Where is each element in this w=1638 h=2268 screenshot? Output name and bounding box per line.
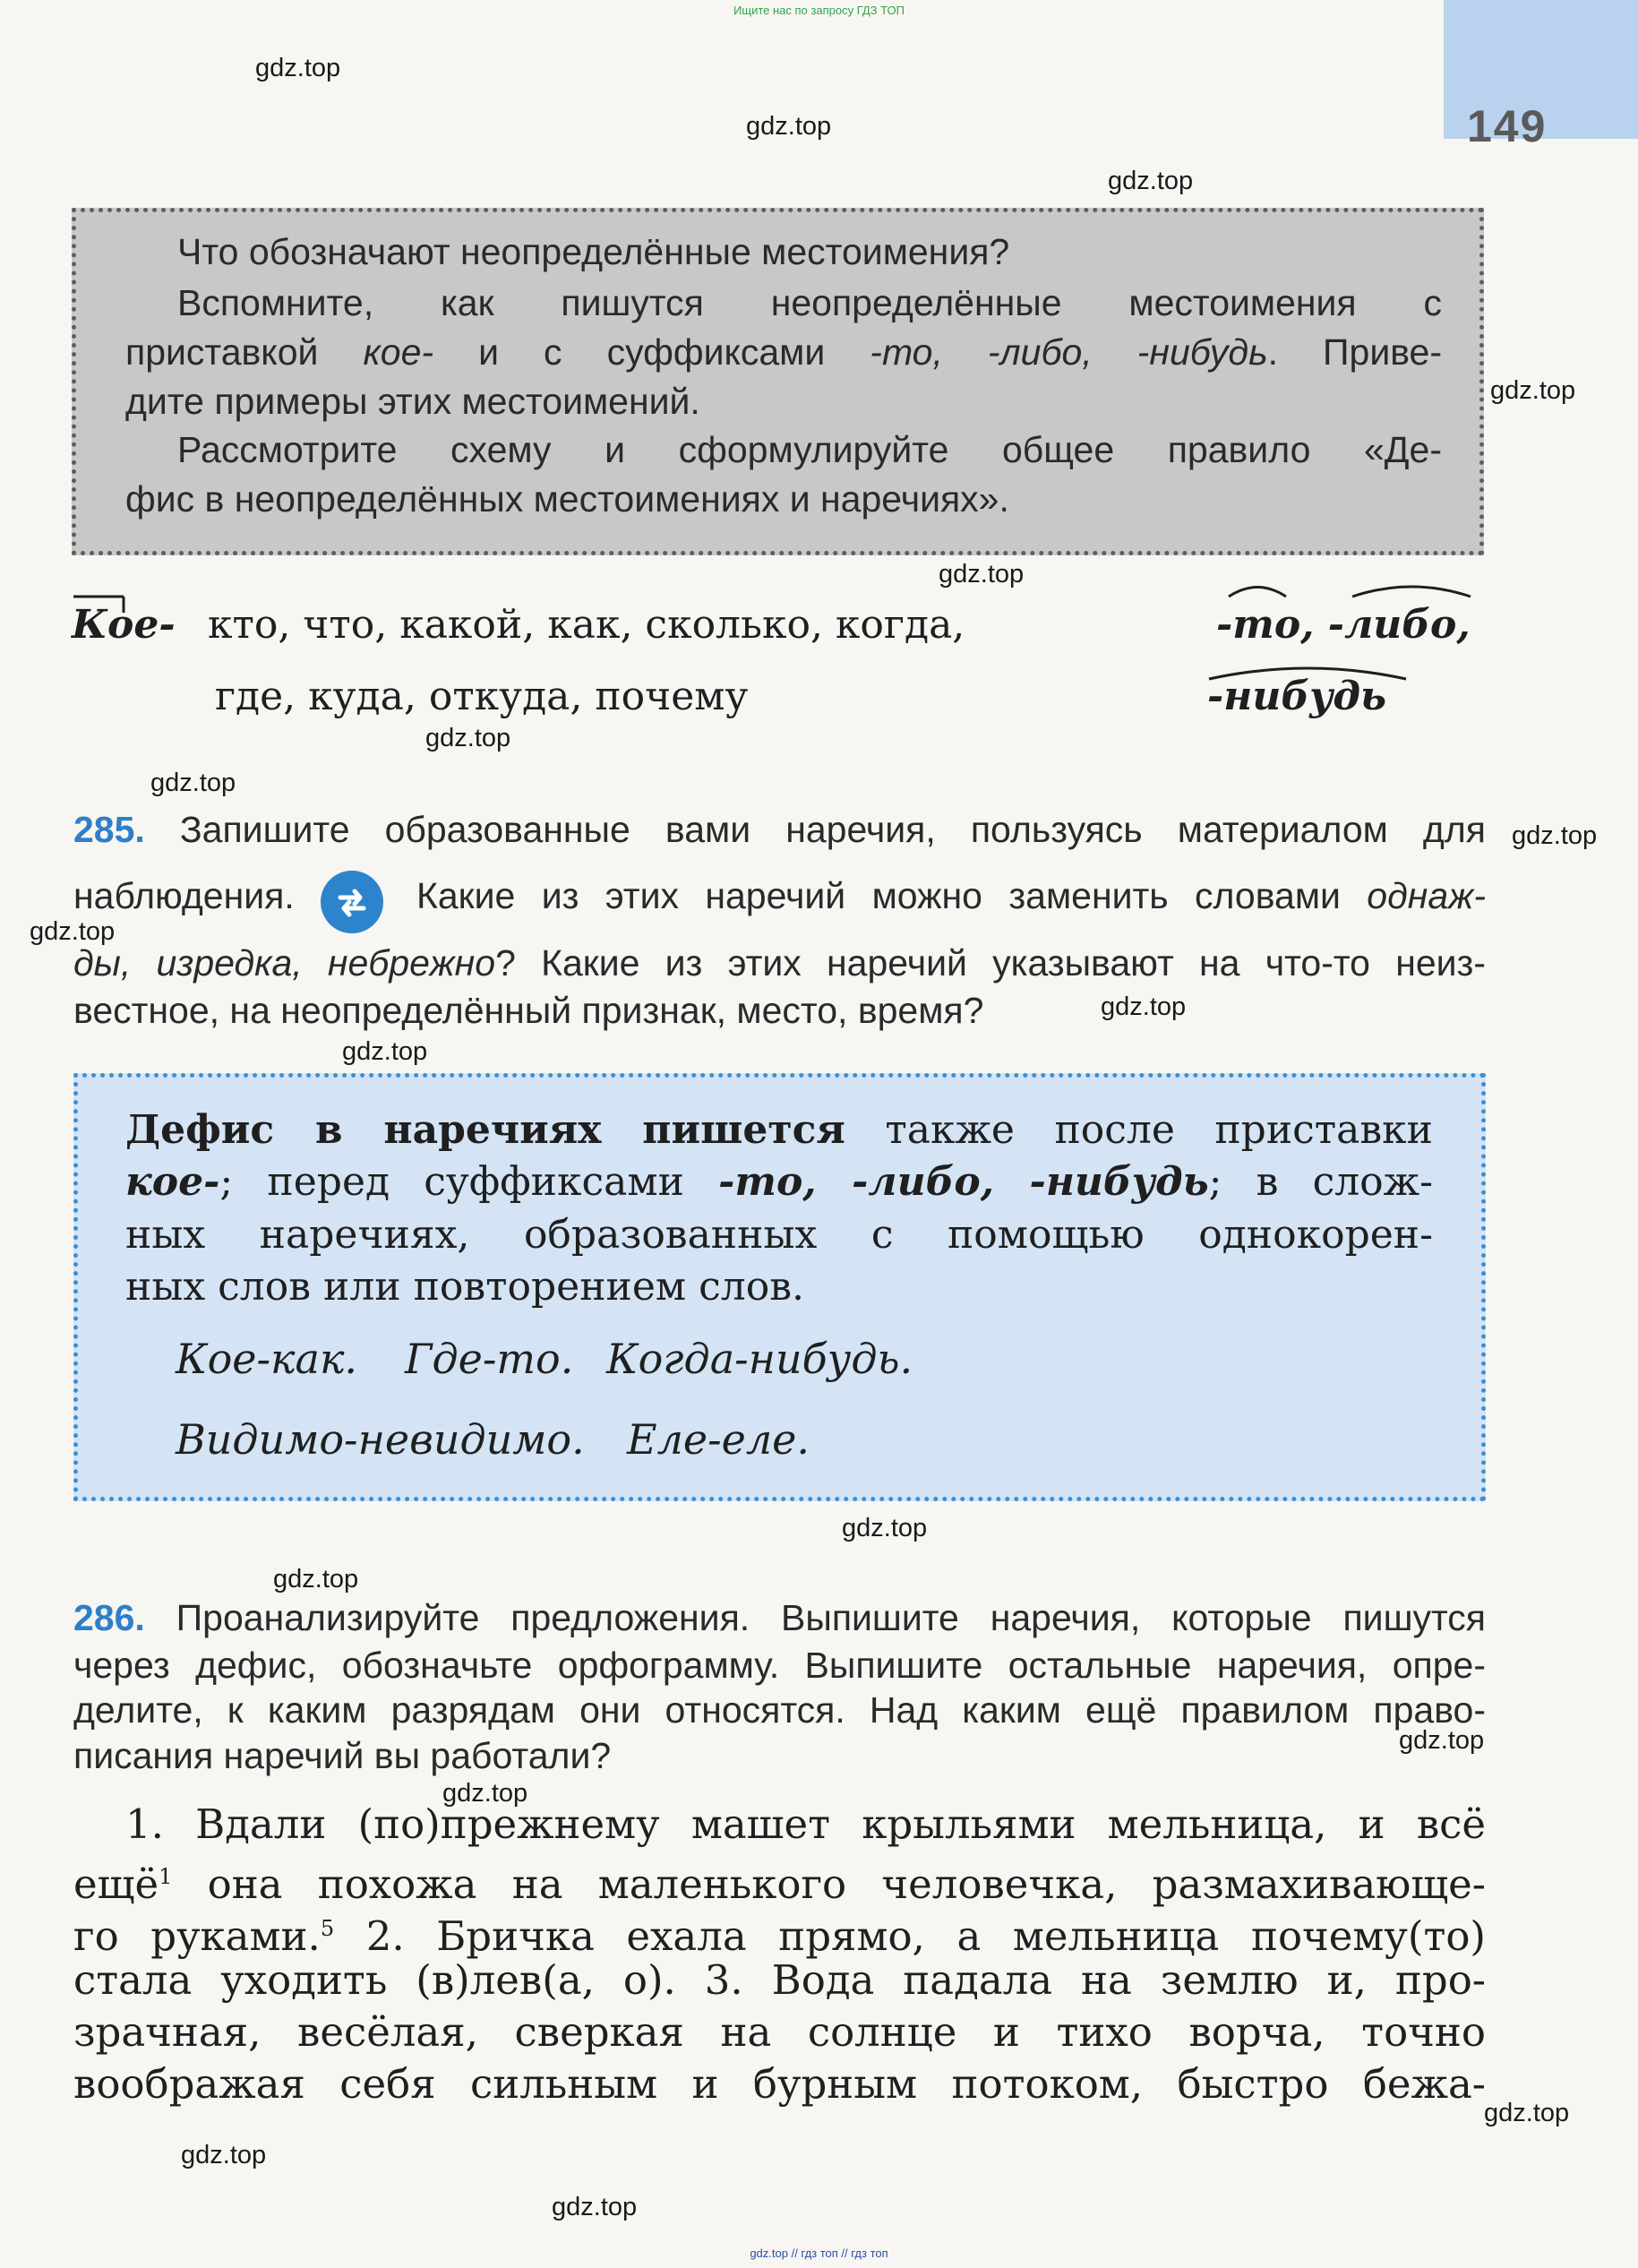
rule-line: ных наречиях, образованных с помощью однокорен- [125,1212,1433,1258]
watermark: gdz.top [552,2193,638,2221]
watermark: gdz.top [150,769,236,797]
bottom-note: gdz.top // гдз топ // гдз топ [750,2247,888,2260]
question-line: Вспомните, как пишутся неопределённые местоимения с [177,282,1442,323]
sentence-line: зрачная, весёлая, сверкая на солнце и тихо ворча, точно [73,2008,1486,2056]
sentence-line: стала уходить (в)лев(а, о). 3. Вода падала на землю и, про- [73,1956,1486,2004]
exercise-285-line: 285. Запишите образованные вами наречия, пользуясь материалом для [73,809,1486,850]
question-line: приставкой кое- и с суффиксами -то, -либо, -нибудь. Приве- [125,331,1443,373]
watermark: gdz.top [255,54,341,82]
schema-prefix: Кое- [72,602,176,648]
watermark: gdz.top [442,1779,528,1808]
sentence-line: воображая себя сильным и бурным потоком, быстро бежа- [73,2060,1486,2108]
sentence-line: го руками.$^5$ 2. Бричка ехала прямо, а мельница почему(то) [73,1912,1486,1960]
rule-line: Дефис в наречиях пишется также после приставки [125,1107,1433,1153]
watermark: gdz.top [939,560,1025,588]
question-line: Рассмотрите схему и сформулируйте общее правило «Де- [177,429,1442,470]
rule-examples-row [0,1415,1638,1469]
sentence-line: 1. Вдали (по)прежнему машет крыльями мельница, и всё [125,1800,1486,1848]
watermark: gdz.top [273,1565,359,1594]
watermark: gdz.top [1399,1726,1485,1755]
watermark: gdz.top [1101,992,1187,1021]
watermark: gdz.top [342,1037,428,1066]
watermark: gdz.top [425,724,511,752]
rule-example: Когда-нибудь. [606,1335,913,1383]
question-line: Что обозначают неопределённые местоимения? [177,231,1010,272]
rule-examples-row [0,1335,1638,1388]
watermark: gdz.top [842,1514,928,1542]
rule-line: кое-; перед суффиксами -то, -либо, -нибудь; в слож- [125,1159,1434,1205]
exercise-285-line: вестное, на неопределённый признак, место, время? [73,990,984,1031]
watermark: gdz.top [30,917,116,946]
exercise-285-line: Какие из этих наречий можно заменить словами однаж- [416,875,1486,916]
exercise-285-line: ды, изредка, небрежно? Какие из этих наречий указывают на что-то неиз- [73,942,1486,984]
watermark: gdz.top [1484,2099,1570,2127]
watermark: gdz.top [746,112,832,141]
exercise-286-line: 286. Проанализируйте предложения. Выпишите наречия, которые пишутся [73,1597,1486,1638]
exercise-number: 286. [73,1597,145,1638]
top-search-note: Ищите нас по запросу ГДЗ ТОП [733,4,905,17]
watermark: gdz.top [181,2141,267,2169]
rule-example: Где-то. [405,1335,574,1383]
exercise-286-line: делите, к каким разрядам они относятся. Над каким ещё правилом право- [73,1689,1486,1731]
exercise-286-line: писания наречий вы работали? [73,1735,612,1776]
watermark: gdz.top [1512,821,1598,850]
watermark: gdz.top [1490,376,1576,405]
exercise-286-line: через дефис, обозначьте орфограмму. Выпишите остальные наречия, опре- [73,1645,1486,1686]
page-number: 149 [1467,101,1548,151]
question-line: дите примеры этих местоимений. [125,381,700,422]
exchange-arrows-icon [321,871,383,933]
rule-example: Кое-как. [176,1335,358,1383]
schema-suffixes: -нибудь [1207,674,1387,719]
sentence-line: ещё$^1$ она похожа на маленького человечка, размахивающе- [73,1860,1486,1908]
schema-row1: кто, что, какой, как, сколько, когда, [208,602,965,648]
watermark: gdz.top [1108,167,1194,195]
rule-example: Видимо-невидимо. [176,1415,585,1464]
rule-line: ных слов или повторением слов. [125,1264,804,1310]
schema-suffixes: -то, -либо, [1216,602,1471,648]
exercise-285-line: наблюдения. [73,875,295,916]
exercise-number: 285. [73,809,145,850]
schema-row2: где, куда, откуда, почему [215,674,749,719]
rule-example: Еле-еле. [627,1415,810,1464]
question-line: фис в неопределённых местоимениях и наречиях». [125,478,1009,520]
